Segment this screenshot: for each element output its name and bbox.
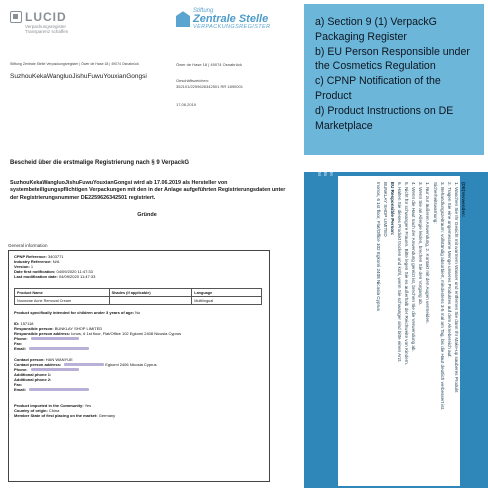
- contact-person-address: Contact person address: Egkomi 2406 Nicosia Cyprus: [14, 362, 157, 367]
- reference-block: Geschäftszeichen: 352101/2259626342501 RR 1890001: [176, 78, 243, 89]
- industry-reference: Industry Reference: N/A: [14, 259, 60, 264]
- registration-letter: [4, 4, 290, 242]
- lucid-logo: LUCID Verpackungsregister Transparenz schaffen: [10, 10, 68, 35]
- additional-phone-2: Additional phone 2:: [14, 377, 52, 382]
- rp-fax: Fax:: [14, 341, 23, 346]
- zentrale-stelle-logo: Stiftung Zentrale Stelle VERPACKUNGSREGISTER: [176, 8, 290, 31]
- cp-email: Email:: [14, 388, 89, 392]
- redacted-value: [31, 368, 79, 371]
- legend-item-a: a) Section 9 (1) VerpackG Packaging Register: [315, 16, 437, 43]
- rp-id: ID: 157118: [14, 321, 34, 326]
- redacted-value: [29, 388, 89, 391]
- responsible-person: Responsible person: BUNKLAY SHOP LIMITED: [14, 326, 103, 331]
- version: Version: 1: [14, 264, 34, 269]
- recipient-name: SuzhouKekaWangluoJishuFuwuYouxianGongsi: [10, 73, 147, 80]
- rp-phone: Phone:: [14, 337, 79, 341]
- letter-date: 17.06.2019: [176, 102, 197, 107]
- children-under-3: Product specifically intended for children under 3 years of age: No: [14, 310, 141, 315]
- member-state: Member State of first placing on the market: Germany: [14, 413, 116, 418]
- legend-panel: [304, 4, 484, 155]
- letter-gruende-heading: Gründe: [137, 212, 157, 218]
- legend-item-d: d) Product Instructions on DE Marketplace: [315, 104, 454, 132]
- additional-phone-1: Additional phone 1:: [14, 372, 52, 377]
- country-of-origin: Country of origin: China: [14, 408, 60, 413]
- label-heading: (DE)Verwenden:: [461, 182, 466, 218]
- legend-item-c: c) CPNP Notification of the Product: [315, 75, 441, 103]
- product-table-header: Product Name Shades (if applicable) Language: [15, 289, 262, 297]
- lucid-tagline: Verpackungsregister Transparenz schaffen: [25, 24, 69, 35]
- product-imported: Product imported in the Community: Yes: [14, 403, 92, 408]
- zentrale-stelle-house-icon: [176, 11, 190, 27]
- redacted-value: [31, 337, 79, 340]
- sender-address: Öwer de Hase 18 | 49074 Osnabrück: [176, 62, 242, 67]
- lucid-mark-icon: [10, 11, 22, 23]
- redacted-value: [64, 363, 104, 366]
- letter-body: SuzhouKekaWangluoJishuFuwuYouxianGongsi wird ab 17.06.2019 als Hersteller von systembeteiligungspflichtigen Verpackungen mit den in der Anlage aufgeführten Registrierungsdaten unter der Registrierungsnummer DE2259626342501 registriert.: [10, 180, 286, 201]
- cp-phone: Phone:: [14, 368, 79, 372]
- redacted-value: [29, 347, 89, 350]
- product-table: [14, 288, 262, 305]
- first-notification-date: Date first notification: 04/09/2020 11:47:33: [14, 269, 93, 274]
- cpnp-reference: CPNP Reference: 3403771: [14, 254, 64, 259]
- cp-fax: Fax:: [14, 382, 23, 387]
- responsible-person-address: Responsible person address: Ionos, 6 1st floor, Flat/Office 102 Egkomi 2408 Nicosia Cyprus: [14, 331, 182, 336]
- rp-email: Email:: [14, 347, 89, 351]
- letter-subject: Bescheid über die erstmalige Registrierung nach § 9 VerpackG: [10, 160, 190, 166]
- legend-list: [315, 15, 479, 134]
- label-instructions-text: (DE)Verwenden: 1. Waschen Sie Ihr Gesicht mit warmem Wasser und entfernen Sie dann Ihr Make-up sauberes Produkt 2. Tragen Sie eine angemessene Menge unseres Produktes auf dem Aknebereich auf. 3. Behandlungszeitraum: vollständig absorbiert, mindestens 3-5 mal am Tag, bis die Haut deutlich verbessert ist. Sicherheitswarnung: 1. Nur zur äußeren Anwendung, 2. Kontakt mit den Augen vermeiden. 3. Wenn Sie an Allergie leiden, brechen Sie den Vorgang ab. 4. Wenn die Haut nach der Anwendung gereizt ist, brechen Sie die Verwendung ab. 5. Nicht für schwangere Frauen. Bitte legen Sie es außerhalb der Reichweite von Kindern. 6. Halten Sie dieses Produkt trocken und kühl, wenn Sie schwanger sind bitte einen Arzt. EU Responsible Person: BUNKLAY SHOP LIMITED Inonos, 6 1st floor, Flat/Office 102 Egkomi 2408 Nicosia Cyprus: [349, 182, 467, 482]
- cpnp-notification: [4, 242, 290, 486]
- general-information-title: General information: [8, 243, 48, 248]
- contact-person: Contact person: HAN WANYUE: [14, 357, 73, 362]
- legend-item-b: b) EU Person Responsible under the Cosmetics Regulation: [315, 45, 470, 73]
- last-modification-date: Last modification date: 04/09/2020 11:47:33: [14, 274, 96, 279]
- product-label-photo: [304, 172, 488, 488]
- sender-address-line: Stiftung Zentrale Stelle Verpackungsregister | Öwer de Hase 18 | 49074 Osnabrück: [10, 62, 139, 66]
- table-row: Nuonuwe Acne Removal Cream Multilingual: [15, 297, 262, 305]
